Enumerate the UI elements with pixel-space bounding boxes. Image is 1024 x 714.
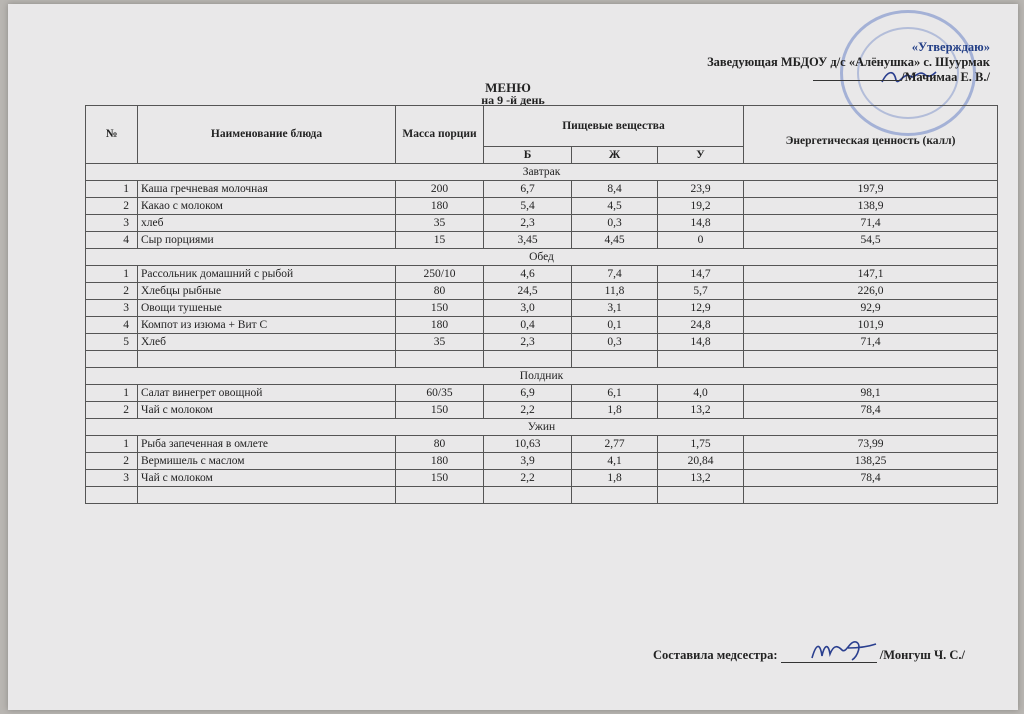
cell-mass: 150 [396, 402, 484, 419]
cell-no: 1 [86, 385, 138, 402]
cell-u: 19,2 [658, 198, 744, 215]
cell-energy: 73,99 [744, 436, 998, 453]
cell-zh: 1,8 [572, 470, 658, 487]
cell-u: 13,2 [658, 402, 744, 419]
cell-name: Вермишель с маслом [138, 453, 396, 470]
cell-b: 6,7 [484, 181, 572, 198]
table-row [86, 266, 998, 283]
cell-energy: 226,0 [744, 283, 998, 300]
blank-cell [658, 351, 744, 368]
table-row [86, 402, 998, 419]
blank-cell [744, 487, 998, 504]
cell-mass: 150 [396, 300, 484, 317]
table-row [86, 215, 998, 232]
cell-energy: 54,5 [744, 232, 998, 249]
section-row [86, 164, 998, 181]
section-title: Завтрак [86, 164, 998, 181]
col-header-name: Наименование блюда [138, 106, 396, 164]
cell-energy: 71,4 [744, 334, 998, 351]
blank-cell [86, 351, 138, 368]
cell-no: 3 [86, 215, 138, 232]
cell-no: 3 [86, 470, 138, 487]
cell-name: Каша гречневая молочная [138, 181, 396, 198]
document-subtitle: на 9 -й день [481, 93, 545, 107]
cell-zh: 11,8 [572, 283, 658, 300]
cell-name: Рыба запеченная в омлете [138, 436, 396, 453]
section-row [86, 368, 998, 385]
cell-energy: 78,4 [744, 470, 998, 487]
cell-mass: 180 [396, 453, 484, 470]
cell-u: 20,84 [658, 453, 744, 470]
cell-no: 4 [86, 317, 138, 334]
cell-name: Чай с молоком [138, 470, 396, 487]
menu-body [86, 164, 998, 504]
cell-u: 4,0 [658, 385, 744, 402]
cell-b: 10,63 [484, 436, 572, 453]
table-row [86, 283, 998, 300]
table-row [86, 181, 998, 198]
cell-name: Компот из изюма + Вит С [138, 317, 396, 334]
cell-b: 4,6 [484, 266, 572, 283]
cell-u: 23,9 [658, 181, 744, 198]
cell-no: 1 [86, 266, 138, 283]
table-row [86, 232, 998, 249]
cell-zh: 1,8 [572, 402, 658, 419]
approval-block [707, 40, 990, 85]
cell-mass: 180 [396, 198, 484, 215]
blank-row [86, 351, 998, 368]
cell-zh: 0,3 [572, 334, 658, 351]
cell-u: 14,7 [658, 266, 744, 283]
blank-cell [138, 487, 396, 504]
table-row [86, 334, 998, 351]
cell-energy: 71,4 [744, 215, 998, 232]
section-title: Ужин [86, 419, 998, 436]
cell-energy: 101,9 [744, 317, 998, 334]
cell-no: 3 [86, 300, 138, 317]
table-row [86, 300, 998, 317]
cell-name: Хлебцы рыбные [138, 283, 396, 300]
cell-name: Сыр порциями [138, 232, 396, 249]
cell-b: 2,2 [484, 402, 572, 419]
cell-no: 5 [86, 334, 138, 351]
cell-mass: 35 [396, 334, 484, 351]
document-sheet [8, 4, 1018, 710]
footer-label: Составила медсестра: [653, 648, 778, 662]
col-header-energy: Энергетическая ценность (калл) [744, 106, 998, 164]
cell-name: Овощи тушеные [138, 300, 396, 317]
table-row [86, 470, 998, 487]
cell-no: 2 [86, 198, 138, 215]
col-header-nutrients: Пищевые вещества [484, 106, 744, 147]
cell-zh: 2,77 [572, 436, 658, 453]
section-title: Обед [86, 249, 998, 266]
cell-energy: 92,9 [744, 300, 998, 317]
cell-u: 5,7 [658, 283, 744, 300]
cell-no: 1 [86, 181, 138, 198]
cell-energy: 138,9 [744, 198, 998, 215]
cell-zh: 8,4 [572, 181, 658, 198]
col-header-u: У [658, 147, 744, 164]
document-title: МЕНЮ [485, 80, 531, 95]
cell-name: Хлеб [138, 334, 396, 351]
cell-zh: 4,5 [572, 198, 658, 215]
blank-cell [396, 487, 484, 504]
cell-zh: 7,4 [572, 266, 658, 283]
cell-b: 3,45 [484, 232, 572, 249]
cell-mass: 150 [396, 470, 484, 487]
footer-signature-line [781, 648, 877, 663]
col-header-no: № [86, 106, 138, 164]
cell-zh: 3,1 [572, 300, 658, 317]
blank-cell [744, 351, 998, 368]
table-row [86, 453, 998, 470]
cell-name: хлеб [138, 215, 396, 232]
cell-mass: 200 [396, 181, 484, 198]
cell-energy: 98,1 [744, 385, 998, 402]
cell-mass: 15 [396, 232, 484, 249]
cell-zh: 6,1 [572, 385, 658, 402]
cell-mass: 180 [396, 317, 484, 334]
cell-u: 12,9 [658, 300, 744, 317]
section-row [86, 419, 998, 436]
cell-u: 14,8 [658, 334, 744, 351]
cell-b: 3,0 [484, 300, 572, 317]
cell-energy: 147,1 [744, 266, 998, 283]
col-header-mass: Масса порции [396, 106, 484, 164]
cell-mass: 35 [396, 215, 484, 232]
cell-zh: 0,3 [572, 215, 658, 232]
approval-position: Заведующая МБДОУ д/с «Алёнушка» с. Шуурмак [707, 55, 990, 69]
blank-cell [658, 487, 744, 504]
cell-b: 3,9 [484, 453, 572, 470]
cell-mass: 60/35 [396, 385, 484, 402]
cell-u: 14,8 [658, 215, 744, 232]
cell-zh: 4,45 [572, 232, 658, 249]
approver-name: /Мачимаа Е. В./ [901, 70, 990, 84]
cell-name: Чай с молоком [138, 402, 396, 419]
cell-mass: 80 [396, 436, 484, 453]
cell-zh: 0,1 [572, 317, 658, 334]
menu-table [85, 105, 998, 504]
table-row [86, 198, 998, 215]
cell-energy: 197,9 [744, 181, 998, 198]
cell-u: 0 [658, 232, 744, 249]
cell-b: 2,3 [484, 215, 572, 232]
approval-heading: «Утверждаю» [911, 40, 990, 54]
cell-u: 1,75 [658, 436, 744, 453]
blank-cell [572, 351, 658, 368]
cell-b: 2,3 [484, 334, 572, 351]
cell-b: 2,2 [484, 470, 572, 487]
section-title: Полдник [86, 368, 998, 385]
cell-mass: 250/10 [396, 266, 484, 283]
cell-no: 2 [86, 402, 138, 419]
cell-mass: 80 [396, 283, 484, 300]
cell-u: 24,8 [658, 317, 744, 334]
section-row [86, 249, 998, 266]
table-row [86, 385, 998, 402]
cell-no: 4 [86, 232, 138, 249]
cell-name: Салат винегрет овощной [138, 385, 396, 402]
table-row [86, 436, 998, 453]
col-header-b: Б [484, 147, 572, 164]
footer-name: /Монгуш Ч. С./ [879, 648, 966, 662]
cell-b: 0,4 [484, 317, 572, 334]
cell-b: 6,9 [484, 385, 572, 402]
cell-u: 13,2 [658, 470, 744, 487]
blank-cell [484, 351, 572, 368]
blank-cell [572, 487, 658, 504]
blank-row [86, 487, 998, 504]
blank-cell [86, 487, 138, 504]
blank-cell [484, 487, 572, 504]
table-row [86, 317, 998, 334]
cell-energy: 138,25 [744, 453, 998, 470]
cell-no: 2 [86, 283, 138, 300]
cell-energy: 78,4 [744, 402, 998, 419]
table-header-row [86, 106, 998, 147]
cell-name: Рассольник домашний с рыбой [138, 266, 396, 283]
cell-b: 24,5 [484, 283, 572, 300]
col-header-zh: Ж [572, 147, 658, 164]
cell-zh: 4,1 [572, 453, 658, 470]
cell-no: 2 [86, 453, 138, 470]
cell-no: 1 [86, 436, 138, 453]
cell-b: 5,4 [484, 198, 572, 215]
blank-cell [138, 351, 396, 368]
cell-name: Какао с молоком [138, 198, 396, 215]
blank-cell [396, 351, 484, 368]
footer [653, 648, 965, 663]
